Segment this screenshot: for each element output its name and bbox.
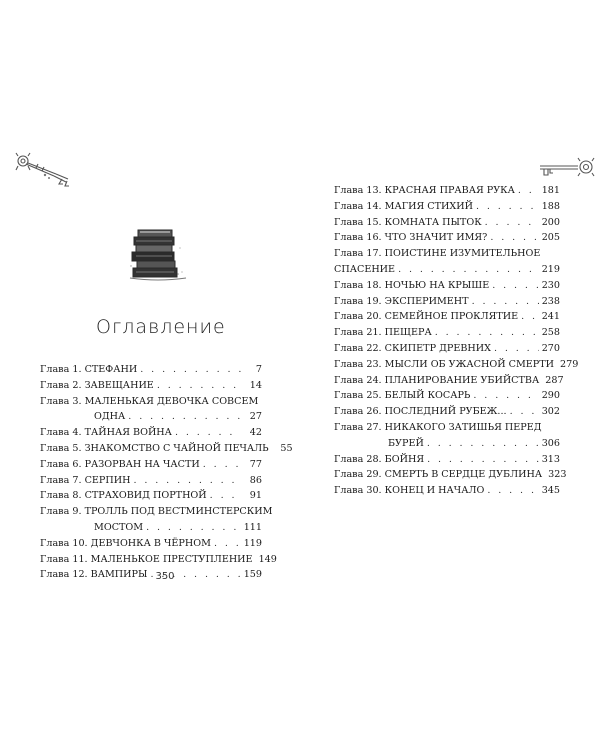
toc-entry[interactable]: Глава 23. МЫСЛИ ОБ УЖАСНОЙ СМЕРТИ 279 [334, 358, 579, 370]
toc-entry[interactable]: Глава 12. ВАМПИРЫ . . . 159 [40, 567, 262, 583]
toc-entry[interactable]: Глава 17. ПОИСТИНЕ ИЗУМИТЕЛЬНОЕ СПАСЕНИЕ . . . 219 [334, 246, 560, 278]
toc-entry[interactable]: Глава 25. БЕЛЫЙ КОСАРЬ . . . 290 [334, 388, 560, 404]
toc-entry[interactable]: Глава 24. ПЛАНИРОВАНИЕ УБИЙСТВА 287 [334, 374, 564, 386]
antique-key-icon [538, 155, 596, 183]
toc-entry[interactable]: Глава 11. МАЛЕНЬКОЕ ПРЕСТУПЛЕНИЕ 149 [40, 553, 277, 565]
toc-entry[interactable]: Глава 5. ЗНАКОМСТВО С ЧАЙНОЙ ПЕЧАЛЬ 55 [40, 442, 293, 454]
toc-entry[interactable]: Глава 9. ТРОЛЛЬ ПОД ВЕСТМИНСТЕРСКИМ МОСТОМ . . . 111 [40, 504, 262, 536]
toc-entry[interactable]: Глава 29. СМЕРТЬ В СЕРДЦЕ ДУБЛИНА 323 [334, 469, 567, 481]
stack-of-books-illustration [128, 228, 190, 284]
toc-entry[interactable]: Глава 27. НИКАКОГО ЗАТИШЬЯ ПЕРЕД БУРЕЙ . . . 306 [334, 420, 560, 452]
toc-entry[interactable]: Глава 22. СКИПЕТР ДРЕВНИХ . . . 270 [334, 341, 560, 357]
toc-entry[interactable]: Глава 21. ПЕЩЕРА . . . 258 [334, 325, 560, 341]
toc-heading: Оглавление [96, 316, 226, 338]
toc-entry[interactable]: Глава 13. КРАСНАЯ ПРАВАЯ РУКА . . . 181 [334, 183, 560, 199]
toc-entry[interactable]: Глава 28. БОЙНЯ . . . 313 [334, 452, 560, 468]
toc-entry[interactable]: Глава 16. ЧТО ЗНАЧИТ ИМЯ? . . . 205 [334, 230, 560, 246]
toc-entry[interactable]: Глава 14. МАГИЯ СТИХИЙ . . . 188 [334, 199, 560, 215]
toc-entry[interactable]: Глава 26. ПОСЛЕДНИЙ РУБЕЖ... . . . 302 [334, 404, 560, 420]
toc-entry[interactable]: Глава 19. ЭКСПЕРИМЕНТ . . . 238 [334, 294, 560, 310]
toc-entry[interactable]: Глава 1. СТЕФАНИ . . . 7 [40, 362, 262, 378]
toc-entry[interactable]: Глава 15. КОМНАТА ПЫТОК . . . 200 [334, 215, 560, 231]
toc-entry[interactable]: Глава 20. СЕМЕЙНОЕ ПРОКЛЯТИЕ . . . 241 [334, 309, 560, 325]
toc-entry[interactable]: Глава 3. МАЛЕНЬКАЯ ДЕВОЧКА СОВСЕМ ОДНА . . . 27 [40, 394, 262, 426]
toc-entry[interactable]: Глава 8. СТРАХОВИД ПОРТНОЙ . . . 91 [40, 488, 262, 504]
toc-entry[interactable]: Глава 7. СЕРПИН . . . 86 [40, 473, 262, 489]
toc-entry[interactable]: Глава 18. НОЧЬЮ НА КРЫШЕ . . . 230 [334, 278, 560, 294]
toc-column-left [40, 362, 293, 583]
toc-entry[interactable]: Глава 2. ЗАВЕЩАНИЕ . . . 14 [40, 378, 262, 394]
antique-key-icon [14, 152, 80, 188]
toc-entry[interactable]: Глава 6. РАЗОРВАН НА ЧАСТИ . . . 77 [40, 457, 262, 473]
page-number: 350 [155, 571, 175, 582]
toc-entry[interactable]: Глава 4. ТАЙНАЯ ВОЙНА . . . 42 [40, 425, 262, 441]
toc-entry[interactable]: Глава 10. ДЕВЧОНКА В ЧЁРНОМ . . . 119 [40, 536, 262, 552]
toc-column-right [334, 183, 579, 499]
toc-entry[interactable]: Глава 30. КОНЕЦ И НАЧАЛО . . . 345 [334, 483, 560, 499]
